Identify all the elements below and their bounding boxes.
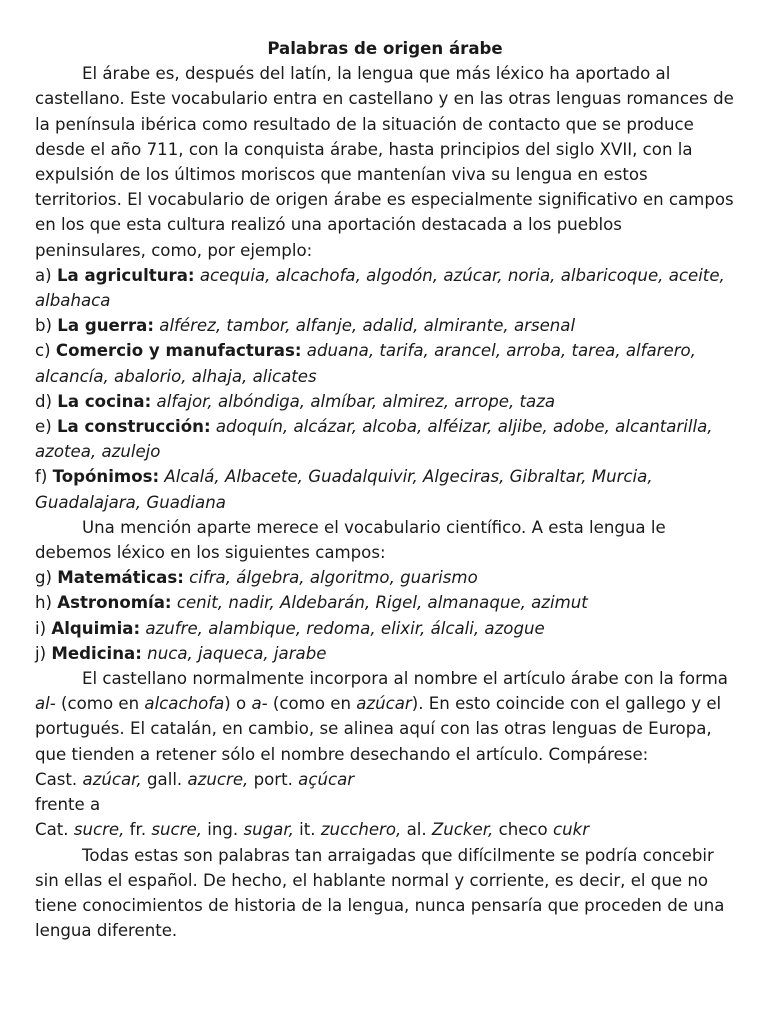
article-form-a: a-: [251, 694, 268, 714]
language-abbreviation: fr.: [124, 820, 152, 840]
sugar-word: sucre,: [73, 820, 125, 840]
language-abbreviation: al.: [401, 820, 432, 840]
article-form-al: al-: [35, 694, 56, 714]
article-example-alcachofa: alcachofa: [144, 694, 225, 714]
comparison-line-european: [35, 817, 735, 842]
field-name: Medicina:: [51, 643, 142, 663]
field-words: alfajor, albóndiga, almíbar, almirez, arrope, taza: [156, 391, 556, 411]
science-intro-paragraph: Una mención aparte merece el vocabulario científico. A esta lengua le debemos léxico en los siguientes campos:: [35, 517, 666, 563]
field-name: La agricultura:: [56, 265, 195, 285]
intro-paragraph: El árabe es, después del latín, la lengua que más léxico ha aportado al castellano. Este vocabulario entra en castellano y en las otras lenguas romances de la península ibérica como resultado de la situación de contacto que se produce desde el año 711, con la conquista árabe, hasta principios del siglo XVII, con la expulsión de los últimos moriscos que mantenían viva su lengua en estos territorios. El vocabulario de origen árabe es especialmente significativo en campos en los que esta cultura realizó una aportación destacada a los pueblos peninsulares, como, por ejemplo:: [35, 64, 734, 260]
article-text: El castellano normalmente incorpora al nombre el artículo árabe con la forma: [82, 669, 728, 689]
field-item: [35, 641, 735, 666]
article-text: ). En esto coincide con el gallego y el portugués. El catalán, en cambio, se alinea aquí con las otras lenguas de Europa, que tienden a retener sólo el nombre desechando el artículo. Compárese:: [35, 694, 722, 764]
language-abbreviation: Cat.: [35, 820, 74, 840]
field-letter: i): [35, 618, 47, 638]
field-item: [35, 590, 735, 615]
field-list-science: [35, 565, 735, 666]
sugar-word: azucre,: [187, 769, 249, 789]
language-abbreviation: port.: [248, 769, 299, 789]
comparison-line-iberian: [35, 767, 735, 792]
language-abbreviation: Cast.: [35, 769, 83, 789]
document-page: [35, 36, 735, 943]
article-text: (como en: [267, 694, 357, 714]
field-words: azufre, alambique, redoma, elixir, álcali, azogue: [145, 618, 545, 638]
sugar-word: sugar,: [243, 820, 294, 840]
field-name: La guerra:: [57, 316, 154, 336]
field-letter: d): [35, 391, 53, 411]
field-item: [35, 389, 735, 414]
field-words: adoquín, alcázar, alcoba, alféizar, aljibe, adobe, alcantarilla, azotea, azulejo: [35, 417, 713, 462]
field-name: Alquimia:: [51, 618, 141, 638]
field-item: [35, 263, 735, 313]
field-item: [35, 464, 735, 514]
field-item: [35, 565, 735, 590]
field-name: Comercio y manufacturas:: [55, 341, 302, 361]
sugar-word: cukr: [553, 820, 590, 840]
field-letter: f): [35, 467, 48, 487]
field-list-general: [35, 263, 735, 515]
document-title: Palabras de origen árabe: [267, 39, 503, 58]
field-item: [35, 616, 735, 641]
field-name: Astronomía:: [57, 593, 172, 613]
field-name: La construcción:: [56, 417, 211, 437]
sugar-word: Zucker,: [431, 820, 494, 840]
field-words: nuca, jaqueca, jarabe: [147, 643, 327, 663]
field-letter: g): [35, 568, 53, 588]
language-abbreviation: gall.: [141, 769, 188, 789]
field-item: [35, 313, 735, 338]
article-text: ) o: [224, 694, 252, 714]
sugar-word: açúcar: [298, 769, 355, 789]
field-name: Matemáticas:: [57, 568, 184, 588]
closing-paragraph: Todas estas son palabras tan arraigadas que difícilmente se podría concebir sin ellas el español. De hecho, el hablante normal y corriente, es decir, el que no tiene conocimientos de historia de la lengua, nunca pensaría que proceden de una lengua diferente.: [35, 845, 725, 941]
field-words: cenit, nadir, Aldebarán, Rigel, almanaque, azimut: [176, 593, 588, 613]
field-words: acequia, alcachofa, algodón, azúcar, noria, albaricoque, aceite, albahaca: [35, 265, 725, 311]
field-letter: e): [35, 417, 52, 437]
field-name: La cocina:: [57, 391, 152, 411]
field-item: [35, 338, 735, 388]
field-name: Topónimos:: [52, 467, 160, 487]
article-paragraph: [35, 666, 735, 767]
language-abbreviation: checo: [493, 820, 553, 840]
field-letter: c): [35, 341, 51, 361]
sugar-word: sucre,: [151, 820, 202, 840]
article-text: (como en: [55, 694, 145, 714]
field-item: [35, 414, 735, 464]
sugar-word: azúcar,: [82, 769, 142, 789]
language-abbreviation: ing.: [201, 820, 244, 840]
field-words: aduana, tarifa, arancel, arroba, tarea, alfarero, alcancía, abalorio, alhaja, alicates: [35, 341, 696, 386]
versus-line: frente a: [35, 795, 101, 815]
field-letter: h): [35, 593, 52, 613]
field-letter: b): [35, 316, 53, 336]
field-letter: j): [35, 643, 47, 663]
article-example-azucar: azúcar: [356, 694, 412, 714]
field-letter: a): [35, 265, 52, 285]
sugar-word: zucchero,: [320, 820, 402, 840]
field-words: cifra, álgebra, algoritmo, guarismo: [189, 568, 478, 588]
field-words: alférez, tambor, alfanje, adalid, almirante, arsenal: [159, 316, 576, 336]
field-words: Alcalá, Albacete, Guadalquivir, Algeciras, Gibraltar, Murcia, Guadalajara, Guadiana: [35, 467, 653, 512]
language-abbreviation: it.: [293, 820, 321, 840]
